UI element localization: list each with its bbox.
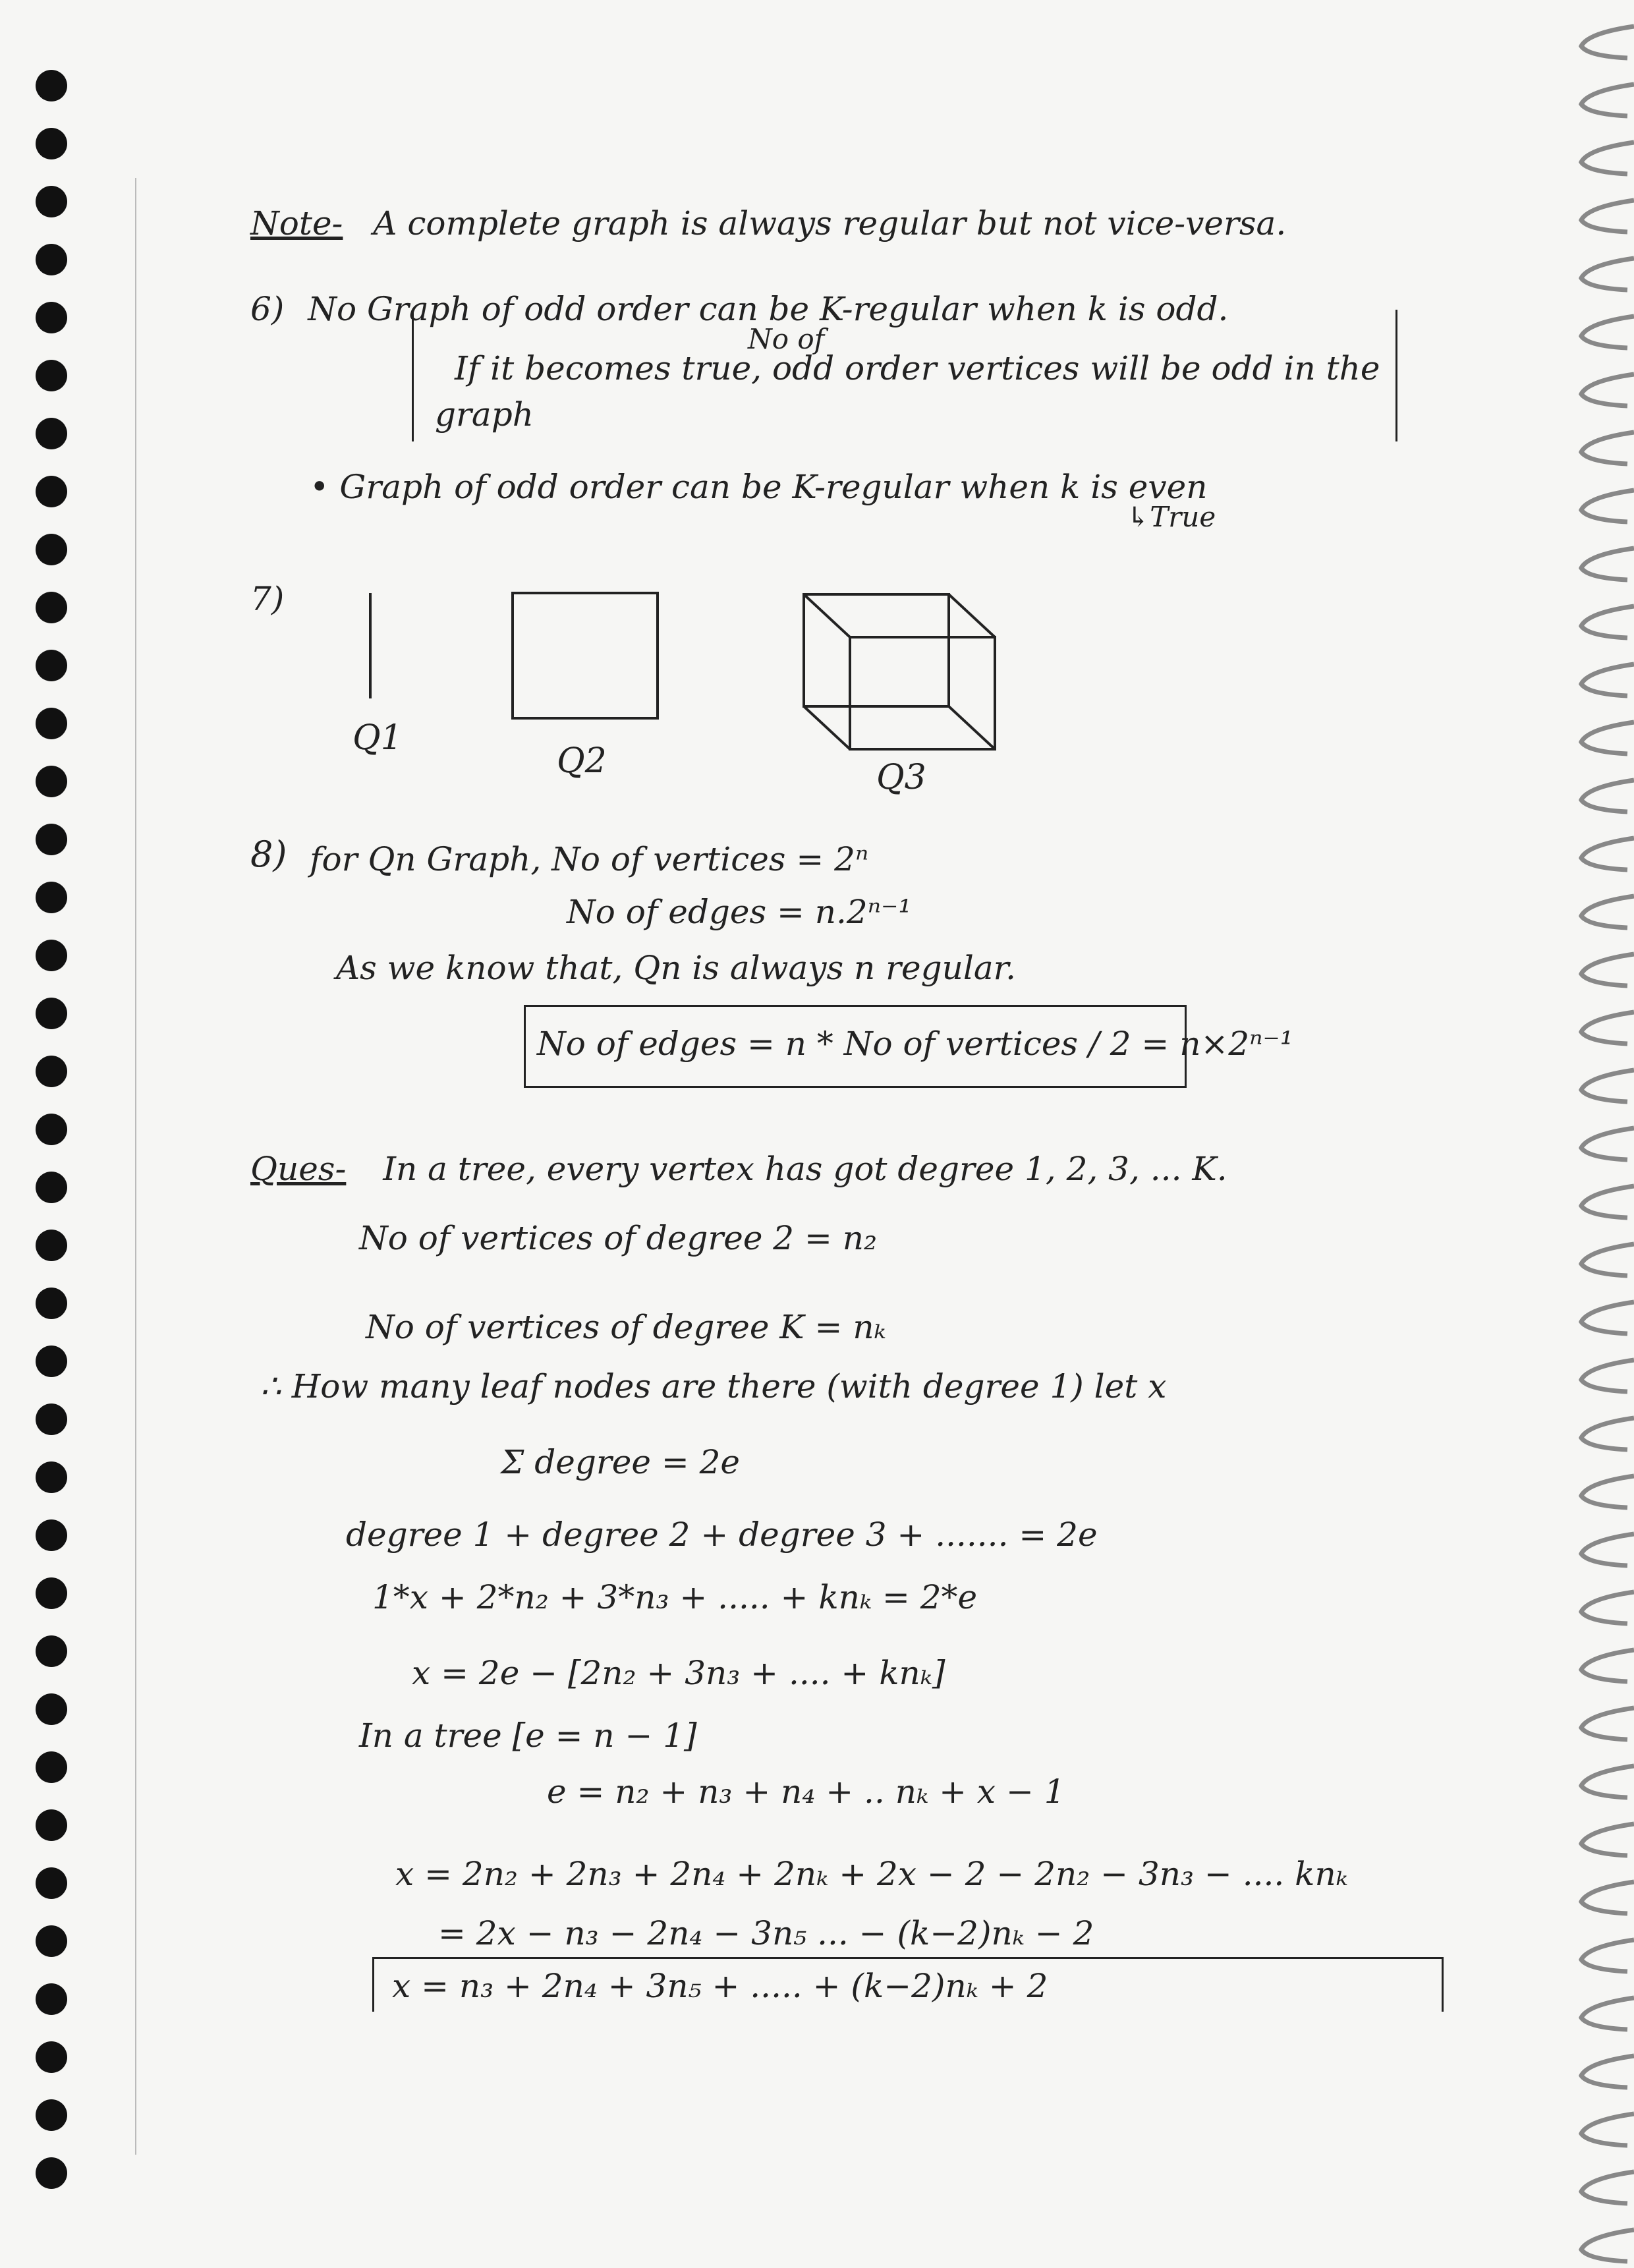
binding-hole [36, 244, 67, 275]
binding-hole [36, 1230, 67, 1261]
binding-hole [36, 302, 67, 333]
point7-number: 7) [250, 580, 285, 618]
note-line [250, 204, 1286, 242]
binding-hole [36, 70, 67, 101]
point8-line1: for Qn Graph, No of vertices = 2ⁿ [310, 840, 869, 878]
point6-line3: • Graph of odd order can be K-regular when k is even [310, 468, 1208, 506]
binding-hole [36, 1172, 67, 1203]
binding-hole [36, 1288, 67, 1319]
spiral-ring [1581, 1766, 1634, 1798]
binding-hole [36, 2099, 67, 2131]
q1-label: Q1 [352, 718, 403, 758]
binding-hole [36, 360, 67, 391]
question-line10: e = n₂ + n₃ + n₄ + .. nₖ + x − 1 [547, 1772, 1065, 1811]
point8-number: 8) [250, 834, 287, 875]
spiral-ring [1581, 1128, 1634, 1160]
question-line9: In a tree [e = n − 1] [359, 1716, 697, 1755]
spiral-ring [1581, 954, 1634, 986]
question-line1: In a tree, every vertex has got degree 1, 2, 3, ... K. [383, 1150, 1227, 1188]
binding-hole [36, 882, 67, 913]
binding-hole [36, 1056, 67, 1087]
point6-number: 6) [250, 290, 285, 328]
binding-hole [36, 186, 67, 217]
spiral-ring [1581, 1650, 1634, 1682]
spiral-ring [1581, 84, 1634, 116]
spiral-ring [1581, 2230, 1634, 2261]
question-line7: 1*x + 2*n₂ + 3*n₃ + ..... + knₖ = 2*e [372, 1578, 978, 1616]
binding-hole [36, 1809, 67, 1841]
question-line1-row [250, 1150, 1227, 1188]
point6-box-line1: If it becomes true, odd order vertices will be odd in the [455, 349, 1380, 387]
spiral-ring [1581, 1882, 1634, 1914]
binding-hole [36, 650, 67, 681]
binding-hole [36, 1577, 67, 1609]
note-label: Note- [250, 204, 343, 242]
spiral-ring [1581, 780, 1634, 812]
spiral-ring [1581, 1186, 1634, 1218]
point8-line3: As we know that, Qn is always n regular. [336, 949, 1016, 987]
binding-hole [36, 1867, 67, 1899]
spiral-ring [1581, 2056, 1634, 2087]
binding-hole [36, 1346, 67, 1377]
spiral-ring [1581, 1302, 1634, 1334]
binding-hole [36, 708, 67, 739]
spiral-ring [1581, 896, 1634, 928]
note-text: A complete graph is always regular but not vice-versa. [373, 204, 1287, 242]
spiral-ring [1581, 2172, 1634, 2203]
binding-hole [36, 1983, 67, 2015]
question-line3: No of vertices of degree K = nₖ [366, 1308, 886, 1346]
question-line6: degree 1 + degree 2 + degree 3 + ....... = 2e [346, 1516, 1098, 1554]
binding-hole [36, 1925, 67, 1957]
binding-hole [36, 1751, 67, 1783]
spiral-ring [1581, 258, 1634, 290]
binding-hole [36, 766, 67, 797]
q3-cube [804, 594, 995, 749]
spiral-ring [1581, 1476, 1634, 1508]
question-line8: x = 2e − [2n₂ + 3n₃ + .... + knₖ] [412, 1654, 945, 1692]
spiral-ring [1581, 722, 1634, 754]
point6-text: No Graph of odd order can be K-regular when k is odd. [308, 290, 1229, 328]
spiral-ring [1581, 1708, 1634, 1740]
question-line11: x = 2n₂ + 2n₃ + 2n₄ + 2nₖ + 2x − 2 − 2n₂ − 3n₃ − .... knₖ [395, 1855, 1348, 1893]
question-line12: = 2x − n₃ − 2n₄ − 3n₅ ... − (k−2)nₖ − 2 [438, 1914, 1094, 1952]
binding-hole [36, 2041, 67, 2073]
spiral-ring [1581, 548, 1634, 580]
binding-hole [36, 824, 67, 855]
hypercube-figures [329, 573, 1186, 791]
question-line2: No of vertices of degree 2 = n₂ [359, 1219, 878, 1257]
spiral-ring [1581, 26, 1634, 58]
point8-line2: No of edges = n.2ⁿ⁻¹ [567, 893, 912, 931]
spiral-ring [1581, 1940, 1634, 1971]
spiral-ring [1581, 1070, 1634, 1102]
spiral-ring [1581, 838, 1634, 870]
binding-hole [36, 534, 67, 565]
q3-label: Q3 [876, 758, 926, 797]
point6-noof: No of [748, 323, 825, 355]
spiral-ring [1581, 1360, 1634, 1392]
spiral-ring [1581, 1534, 1634, 1566]
spiral-ring [1581, 664, 1634, 696]
spiral-ring [1581, 432, 1634, 464]
spiral-ring [1581, 1824, 1634, 1856]
spiral-ring [1581, 374, 1634, 406]
spiral-ring [1581, 490, 1634, 522]
binding-hole [36, 1114, 67, 1145]
binding-hole [36, 418, 67, 449]
spiral-ring [1581, 1012, 1634, 1044]
spiral-rings [1535, 0, 1634, 2268]
binding-hole [36, 1693, 67, 1725]
spiral-ring [1581, 200, 1634, 232]
point6-true-note: ↳True [1127, 501, 1216, 533]
question-line5: Σ degree = 2e [501, 1443, 741, 1481]
spiral-ring [1581, 2114, 1634, 2145]
point6-box-line2: graph [435, 395, 534, 434]
binding-hole [36, 1461, 67, 1493]
binding-hole [36, 592, 67, 623]
margin-line [135, 178, 136, 2155]
spiral-ring [1581, 142, 1634, 174]
binding-hole [36, 1635, 67, 1667]
q2-label: Q2 [557, 741, 607, 781]
binding-hole [36, 2157, 67, 2189]
q2-square [513, 593, 658, 718]
spiral-ring [1581, 1592, 1634, 1624]
point6-line3-text: Graph of odd order can be K-regular when k is even [339, 468, 1208, 506]
binding-hole [36, 1519, 67, 1551]
question-line13: x = n₃ + 2n₄ + 3n₅ + ..... + (k−2)nₖ + 2 [392, 1967, 1048, 2005]
spiral-ring [1581, 1244, 1634, 1276]
spiral-ring [1581, 316, 1634, 348]
binding-hole [36, 940, 67, 971]
spiral-ring [1581, 1998, 1634, 2029]
binding-holes [0, 0, 132, 2268]
spiral-ring [1581, 606, 1634, 638]
binding-hole [36, 476, 67, 507]
question-line4: ∴ How many leaf nodes are there (with degree 1) let x [260, 1367, 1167, 1405]
spiral-ring [1581, 1418, 1634, 1450]
binding-hole [36, 1403, 67, 1435]
binding-hole [36, 128, 67, 159]
question-label: Ques- [250, 1150, 347, 1188]
point8-box-text: No of edges = n * No of vertices / 2 = n×2ⁿ⁻¹ [537, 1025, 1293, 1063]
binding-hole [36, 998, 67, 1029]
